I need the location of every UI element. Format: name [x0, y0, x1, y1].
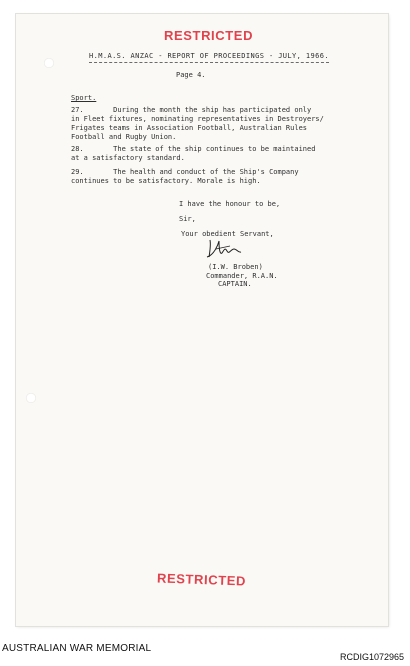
signatory-name: (I.W. Broben): [208, 263, 263, 271]
paragraph-27: 27. During the month the ship has participated only in Fleet fixtures, nominating representatives in Destroyers/ Frigates teams in Association Football, Australian Rules Football and Rugby Union.: [71, 106, 324, 141]
restricted-stamp-top: RESTRICTED: [164, 28, 254, 43]
salutation: Sir,: [179, 215, 196, 223]
handwritten-signature: [204, 237, 244, 261]
section-title: Sport.: [71, 94, 97, 102]
paragraph-28: 28. The state of the ship continues to be maintained at a satisfactory standard.: [71, 145, 316, 162]
punch-hole: [26, 393, 36, 403]
report-heading: H.M.A.S. ANZAC - REPORT OF PROCEEDINGS - JULY, 1966.: [89, 52, 329, 60]
closing-line: I have the honour to be,: [179, 200, 281, 208]
archive-footer: [0, 640, 410, 666]
restricted-stamp-bottom: RESTRICTED: [156, 570, 247, 589]
signatory-role: CAPTAIN.: [218, 280, 252, 288]
punch-hole: [44, 58, 54, 68]
record-reference: RCDIG1072965: [339, 652, 404, 662]
page-number: Page 4.: [176, 71, 206, 79]
institution-name: AUSTRALIAN WAR MEMORIAL: [2, 643, 152, 654]
valediction: Your obedient Servant,: [181, 230, 274, 238]
paragraph-29: 29. The health and conduct of the Ship's Company continues to be satisfactory. Morale is high.: [71, 168, 299, 185]
signatory-rank: Commander, R.A.N.: [206, 272, 278, 280]
heading-underline: [89, 62, 329, 63]
